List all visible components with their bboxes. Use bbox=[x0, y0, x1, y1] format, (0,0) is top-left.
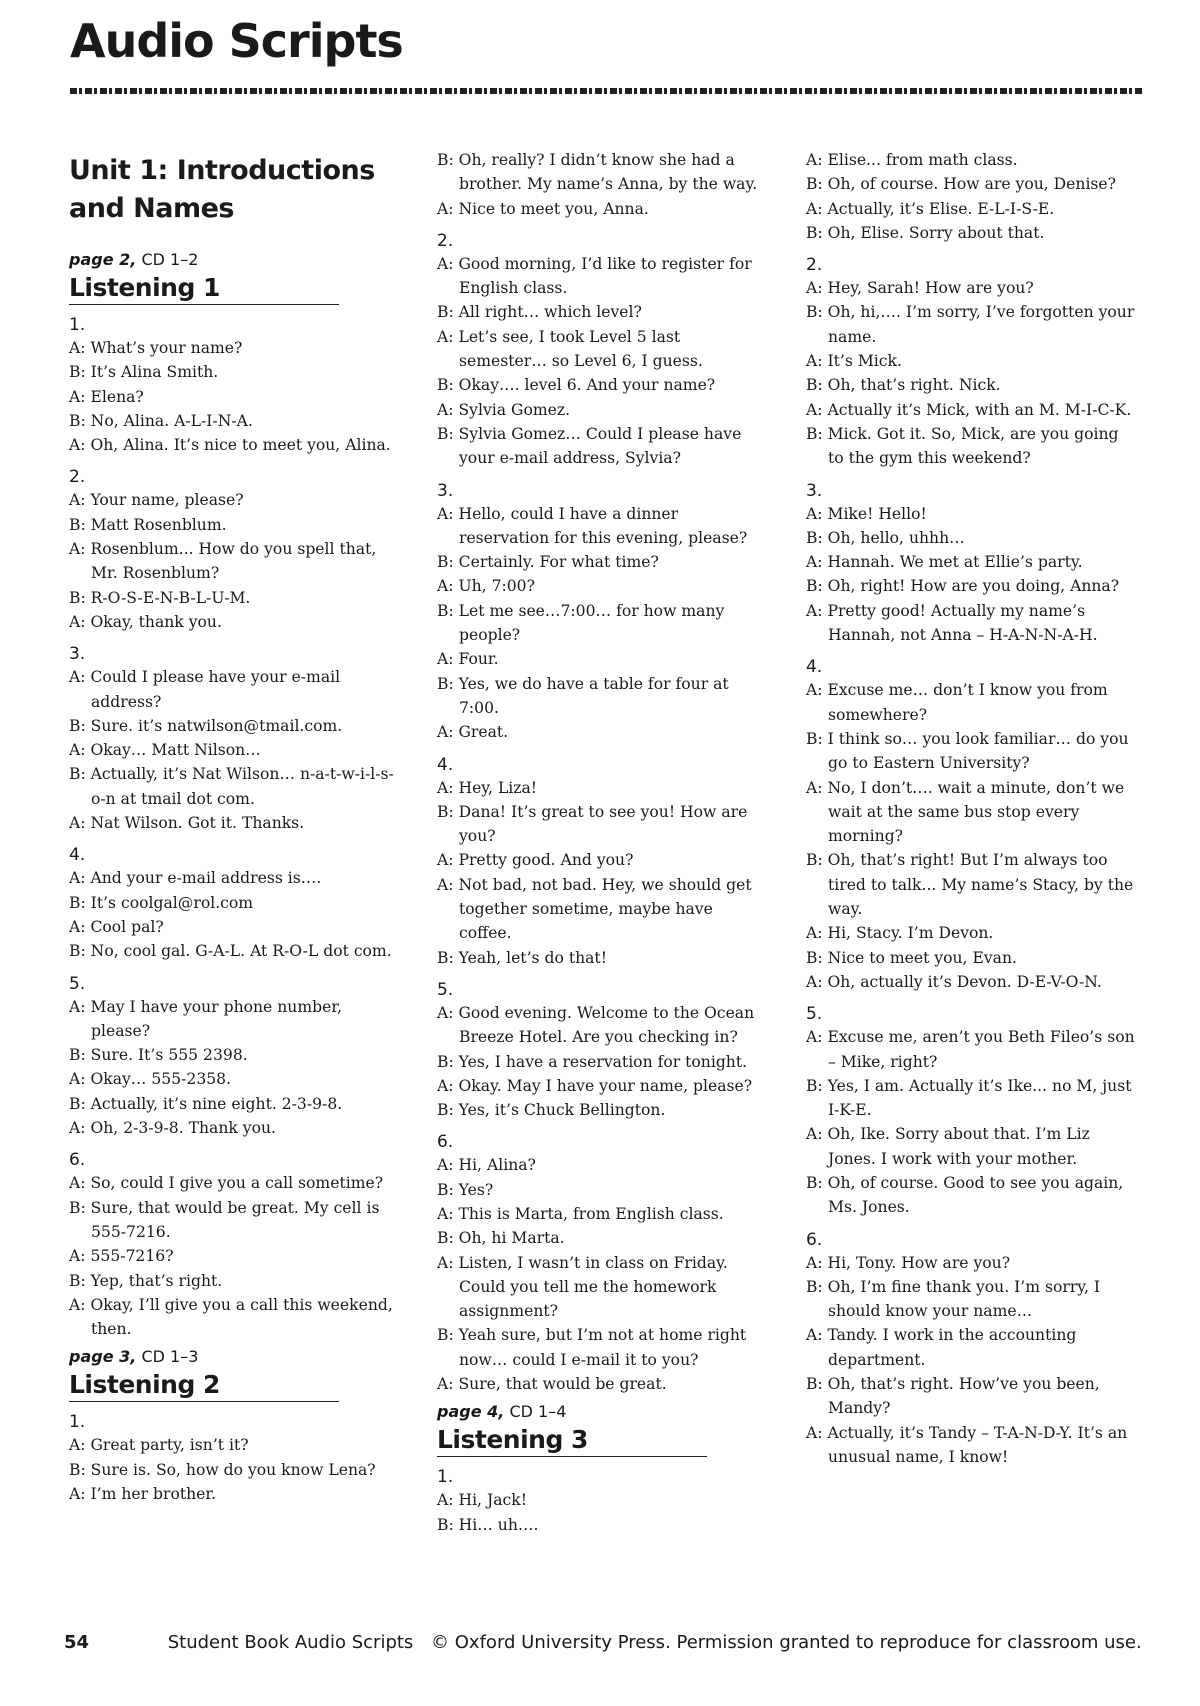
dialogue-line: B: Sure is. So, how do you know Lena? bbox=[69, 1460, 376, 1479]
section-heading: Listening 1 bbox=[69, 272, 339, 305]
dialogue-line: A: Sure, that would be great. bbox=[437, 1375, 667, 1394]
dialogue-line: A: I’m her brother. bbox=[69, 1484, 217, 1503]
dialogue-line: B: Oh, that’s right. Nick. bbox=[806, 376, 1001, 395]
dialogue-number: 1. bbox=[69, 315, 86, 335]
page-number: 54 bbox=[64, 1632, 90, 1653]
dialogue-line: B: Certainly. For what time? bbox=[437, 553, 659, 572]
dialogue-line: B: Oh, that’s right! But I’m always too tired to talk... My name’s Stacy, by the way. bbox=[806, 851, 1134, 919]
dialogue-line: A: Hey, Liza! bbox=[437, 778, 538, 797]
dialogue-line: A: Elena? bbox=[69, 387, 144, 406]
dialogue-line: A: So, could I give you a call sometime? bbox=[69, 1174, 384, 1193]
cd-track: CD 1–3 bbox=[141, 1347, 199, 1367]
dialogue-line: A: Nat Wilson. Got it. Thanks. bbox=[69, 814, 305, 833]
dialogue-line: B: I think so… you look familiar… do you go to Eastern University? bbox=[806, 729, 1129, 773]
dialogue-line: B: It’s Alina Smith. bbox=[69, 363, 219, 382]
dialogue-line: B: Hi… uh…. bbox=[437, 1515, 539, 1534]
dialogue-line: A: Oh, Alina. It’s nice to meet you, Alina. bbox=[69, 436, 391, 455]
dialogue-line: B: R-O-S-E-N-B-L-U-M. bbox=[69, 588, 251, 607]
dialogue-line: A: Oh, 2-3-9-8. Thank you. bbox=[69, 1119, 277, 1138]
column-3 bbox=[806, 148, 1136, 1469]
dialogue-line: A: Sylvia Gomez. bbox=[437, 400, 571, 419]
footer-copyright: © Oxford University Press. Permission granted to reproduce for classroom use. bbox=[431, 1632, 1142, 1653]
title-rule bbox=[70, 88, 1142, 94]
page-cd-reference bbox=[69, 1347, 399, 1367]
dialogue-line: B: Okay…. level 6. And your name? bbox=[437, 376, 716, 395]
dialogue-line: B: Mick. Got it. So, Mick, are you going to the gym this weekend? bbox=[806, 424, 1119, 468]
dialogue-line: A: Okay, I’ll give you a call this weekend, then. bbox=[69, 1295, 393, 1339]
dialogue-line: A: Pretty good. And you? bbox=[437, 851, 634, 870]
dialogue-line: A: Hi, Stacy. I’m Devon. bbox=[806, 924, 994, 943]
dialogue-line: A: Good morning, I’d like to register for English class. bbox=[437, 254, 752, 298]
dialogue-line: A: 555-7216? bbox=[69, 1247, 174, 1266]
dialogue-line: B: Yes, we do have a table for four at 7:00. bbox=[437, 674, 729, 717]
dialogue-line: A: Actually it’s Mick, with an M. M-I-C-K. bbox=[806, 400, 1132, 419]
dialogue-line: B: Oh, I’m fine thank you. I’m sorry, I should know your name… bbox=[806, 1277, 1101, 1321]
dialogue-line: B: Matt Rosenblum. bbox=[69, 515, 227, 534]
dialogue-line: B: Oh, that’s right. How’ve you been, Mandy? bbox=[806, 1375, 1100, 1418]
footer-book-title: Student Book Audio Scripts bbox=[167, 1632, 414, 1653]
dialogue-line: B: Yeah sure, but I’m not at home right now… could I e-mail it to you? bbox=[437, 1326, 747, 1369]
dialogue-number: 2. bbox=[437, 230, 454, 251]
dialogue-number: 1. bbox=[437, 1467, 454, 1488]
dialogue-number: 3. bbox=[437, 480, 454, 501]
dialogue-number: 2. bbox=[806, 255, 823, 276]
dialogue-line: A: Elise... from math class. bbox=[806, 151, 1018, 169]
dialogue-line: A: Your name, please? bbox=[69, 491, 244, 510]
dialogue-line: B: Yep, that’s right. bbox=[69, 1271, 223, 1290]
dialogue-line: A: Four. bbox=[437, 650, 499, 669]
unit-title: Unit 1: Introductions and Names bbox=[69, 155, 375, 224]
dialogue-line: A: Let’s see, I took Level 5 last semester… so Level 6, I guess. bbox=[437, 327, 703, 371]
dialogue-line: A: Tandy. I work in the accounting department. bbox=[806, 1326, 1077, 1369]
dialogue-line: B: Actually, it’s Nat Wilson… n-a-t-w-i-l-s-o-n at tmail dot com. bbox=[69, 765, 394, 808]
dialogue-number: 6. bbox=[437, 1132, 454, 1153]
dialogue-line: A: It’s Mick. bbox=[806, 352, 902, 371]
dialogue-number: 4. bbox=[806, 657, 823, 678]
dialogue-line: B: Yeah, let’s do that! bbox=[437, 948, 607, 967]
dialogue-line: B: Oh, really? I didn’t know she had a brother. My name’s Anna, by the way. bbox=[437, 151, 758, 194]
dialogue-line: A: Not bad, not bad. Hey, we should get together sometime, maybe have coffee. bbox=[437, 875, 752, 943]
dialogue-number: 6. bbox=[69, 1150, 86, 1171]
dialogue-line: A: Oh, actually it’s Devon. D-E-V-O-N. bbox=[806, 972, 1102, 991]
dialogue-line: A: And your e-mail address is…. bbox=[69, 869, 322, 888]
dialogue-line: A: Oh, Ike. Sorry about that. I’m Liz Jones. I work with your mother. bbox=[806, 1125, 1090, 1168]
page-footer bbox=[64, 1632, 1154, 1653]
page-cd-reference bbox=[437, 1402, 767, 1422]
dialogue-line: B: No, cool gal. G-A-L. At R-O-L dot com. bbox=[69, 942, 392, 961]
dialogue-line: B: Dana! It’s great to see you! How are you? bbox=[437, 802, 748, 846]
dialogue-line: B: Sylvia Gomez… Could I please have your e-mail address, Sylvia? bbox=[437, 424, 742, 468]
dialogue-number: 3. bbox=[69, 644, 86, 665]
dialogue-line: B: Yes, it’s Chuck Bellington. bbox=[437, 1101, 666, 1120]
dialogue-line: A: Could I please have your e-mail address? bbox=[69, 668, 341, 711]
dialogue-number: 5. bbox=[437, 979, 454, 1000]
dialogue-line: A: Cool pal? bbox=[69, 917, 164, 936]
dialogue-number: 5. bbox=[69, 973, 86, 994]
dialogue-line: B: Oh, Elise. Sorry about that. bbox=[806, 223, 1045, 242]
dialogue-number: 4. bbox=[69, 845, 86, 866]
dialogue-line: B: Oh, of course. How are you, Denise? bbox=[806, 175, 1117, 194]
dialogue-number: 1. bbox=[69, 1412, 86, 1433]
dialogue-number: 3. bbox=[806, 480, 823, 501]
dialogue-line: A: Actually, it’s Elise. E-L-I-S-E. bbox=[806, 199, 1055, 218]
page-cd-reference bbox=[69, 250, 399, 270]
dialogue-line: B: No, Alina. A-L-I-N-A. bbox=[69, 411, 253, 430]
dialogue-line: A: Okay… 555-2358. bbox=[69, 1070, 232, 1089]
dialogue-line: A: Nice to meet you, Anna. bbox=[437, 199, 649, 218]
dialogue-line: B: Oh, hi,…. I’m sorry, I’ve forgotten your name. bbox=[806, 303, 1135, 346]
dialogue-line: A: Great party, isn’t it? bbox=[69, 1436, 249, 1455]
dialogue-line: B: Oh, hello, uhhh… bbox=[806, 528, 965, 547]
dialogue-line: A: Rosenblum... How do you spell that, Mr. Rosenblum? bbox=[69, 540, 377, 583]
dialogue-line: A: Hi, Alina? bbox=[437, 1156, 536, 1175]
dialogue-line: B: Yes, I have a reservation for tonight. bbox=[437, 1052, 748, 1071]
dialogue-line: B: Sure. It’s 555 2398. bbox=[69, 1046, 248, 1065]
dialogue-line: A: Okay. May I have your name, please? bbox=[437, 1076, 753, 1095]
dialogue-line: A: Listen, I wasn’t in class on Friday. Could you tell me the homework assignment? bbox=[437, 1253, 728, 1321]
column-1 bbox=[69, 148, 399, 1506]
dialogue-line: A: Uh, 7:00? bbox=[437, 577, 535, 596]
dialogue-line: B: Actually, it’s nine eight. 2-3-9-8. bbox=[69, 1094, 343, 1113]
dialogue-line: A: Excuse me… don’t I know you from somewhere? bbox=[806, 681, 1108, 724]
column-2 bbox=[437, 148, 767, 1537]
page-title: Audio Scripts bbox=[70, 14, 403, 68]
dialogue-number: 4. bbox=[437, 754, 454, 775]
dialogue-line: A: Actually, it’s Tandy – T-A-N-D-Y. It’s an unusual name, I know! bbox=[806, 1423, 1128, 1466]
page-reference: page 2, bbox=[69, 250, 137, 269]
dialogue-line: B: Let me see…7:00… for how many people? bbox=[437, 601, 725, 645]
dialogue-line: A: Good evening. Welcome to the Ocean Breeze Hotel. Are you checking in? bbox=[437, 1003, 755, 1047]
dialogue-line: A: May I have your phone number, please? bbox=[69, 997, 343, 1040]
dialogue-line: A: Hannah. We met at Ellie’s party. bbox=[806, 553, 1083, 572]
cd-track: CD 1–4 bbox=[509, 1402, 567, 1422]
dialogue-line: A: Okay, thank you. bbox=[69, 612, 222, 631]
dialogue-line: A: Hey, Sarah! How are you? bbox=[806, 279, 1034, 298]
dialogue-line: B: Oh, hi Marta. bbox=[437, 1229, 565, 1248]
cd-track: CD 1–2 bbox=[141, 250, 199, 269]
page-reference: page 3, bbox=[69, 1347, 137, 1367]
dialogue-number: 5. bbox=[806, 1004, 823, 1025]
dialogue-line: B: Yes, I am. Actually it’s Ike... no M, just I-K-E. bbox=[806, 1076, 1132, 1120]
dialogue-line: B: Sure. it’s natwilson@tmail.com. bbox=[69, 716, 343, 735]
dialogue-line: B: Oh, right! How are you doing, Anna? bbox=[806, 577, 1120, 596]
dialogue-line: B: Yes? bbox=[437, 1180, 494, 1199]
dialogue-line: A: Mike! Hello! bbox=[806, 504, 927, 523]
dialogue-line: A: Great. bbox=[437, 723, 509, 742]
dialogue-number: 2. bbox=[69, 467, 86, 488]
dialogue-line: A: Hi, Jack! bbox=[437, 1491, 527, 1510]
section-heading: Listening 2 bbox=[69, 1369, 339, 1402]
dialogue-line: A: Pretty good! Actually my name’s Hannah, not Anna – H-A-N-N-A-H. bbox=[806, 601, 1098, 645]
dialogue-line: A: This is Marta, from English class. bbox=[437, 1204, 724, 1223]
dialogue-number: 6. bbox=[806, 1229, 823, 1250]
dialogue-line: B: Sure, that would be great. My cell is 555-7216. bbox=[69, 1198, 380, 1241]
section-heading: Listening 3 bbox=[437, 1424, 707, 1457]
dialogue-line: A: Hello, could I have a dinner reservation for this evening, please? bbox=[437, 504, 748, 547]
dialogue-line: A: Excuse me, aren’t you Beth Fileo’s son – Mike, right? bbox=[806, 1028, 1135, 1071]
page-reference: page 4, bbox=[437, 1402, 505, 1422]
dialogue-line: B: Nice to meet you, Evan. bbox=[806, 948, 1017, 967]
dialogue-line: B: Oh, of course. Good to see you again, Ms. Jones. bbox=[806, 1173, 1124, 1217]
dialogue-line: A: Hi, Tony. How are you? bbox=[806, 1253, 1011, 1272]
dialogue-line: A: Okay… Matt Nilson… bbox=[69, 741, 261, 760]
dialogue-line: B: All right… which level? bbox=[437, 303, 642, 322]
dialogue-line: B: It’s coolgal@rol.com bbox=[69, 893, 254, 912]
dialogue-line: A: What’s your name? bbox=[69, 339, 243, 357]
dialogue-line: A: No, I don’t…. wait a minute, don’t we wait at the same bus stop every morning? bbox=[806, 778, 1125, 846]
